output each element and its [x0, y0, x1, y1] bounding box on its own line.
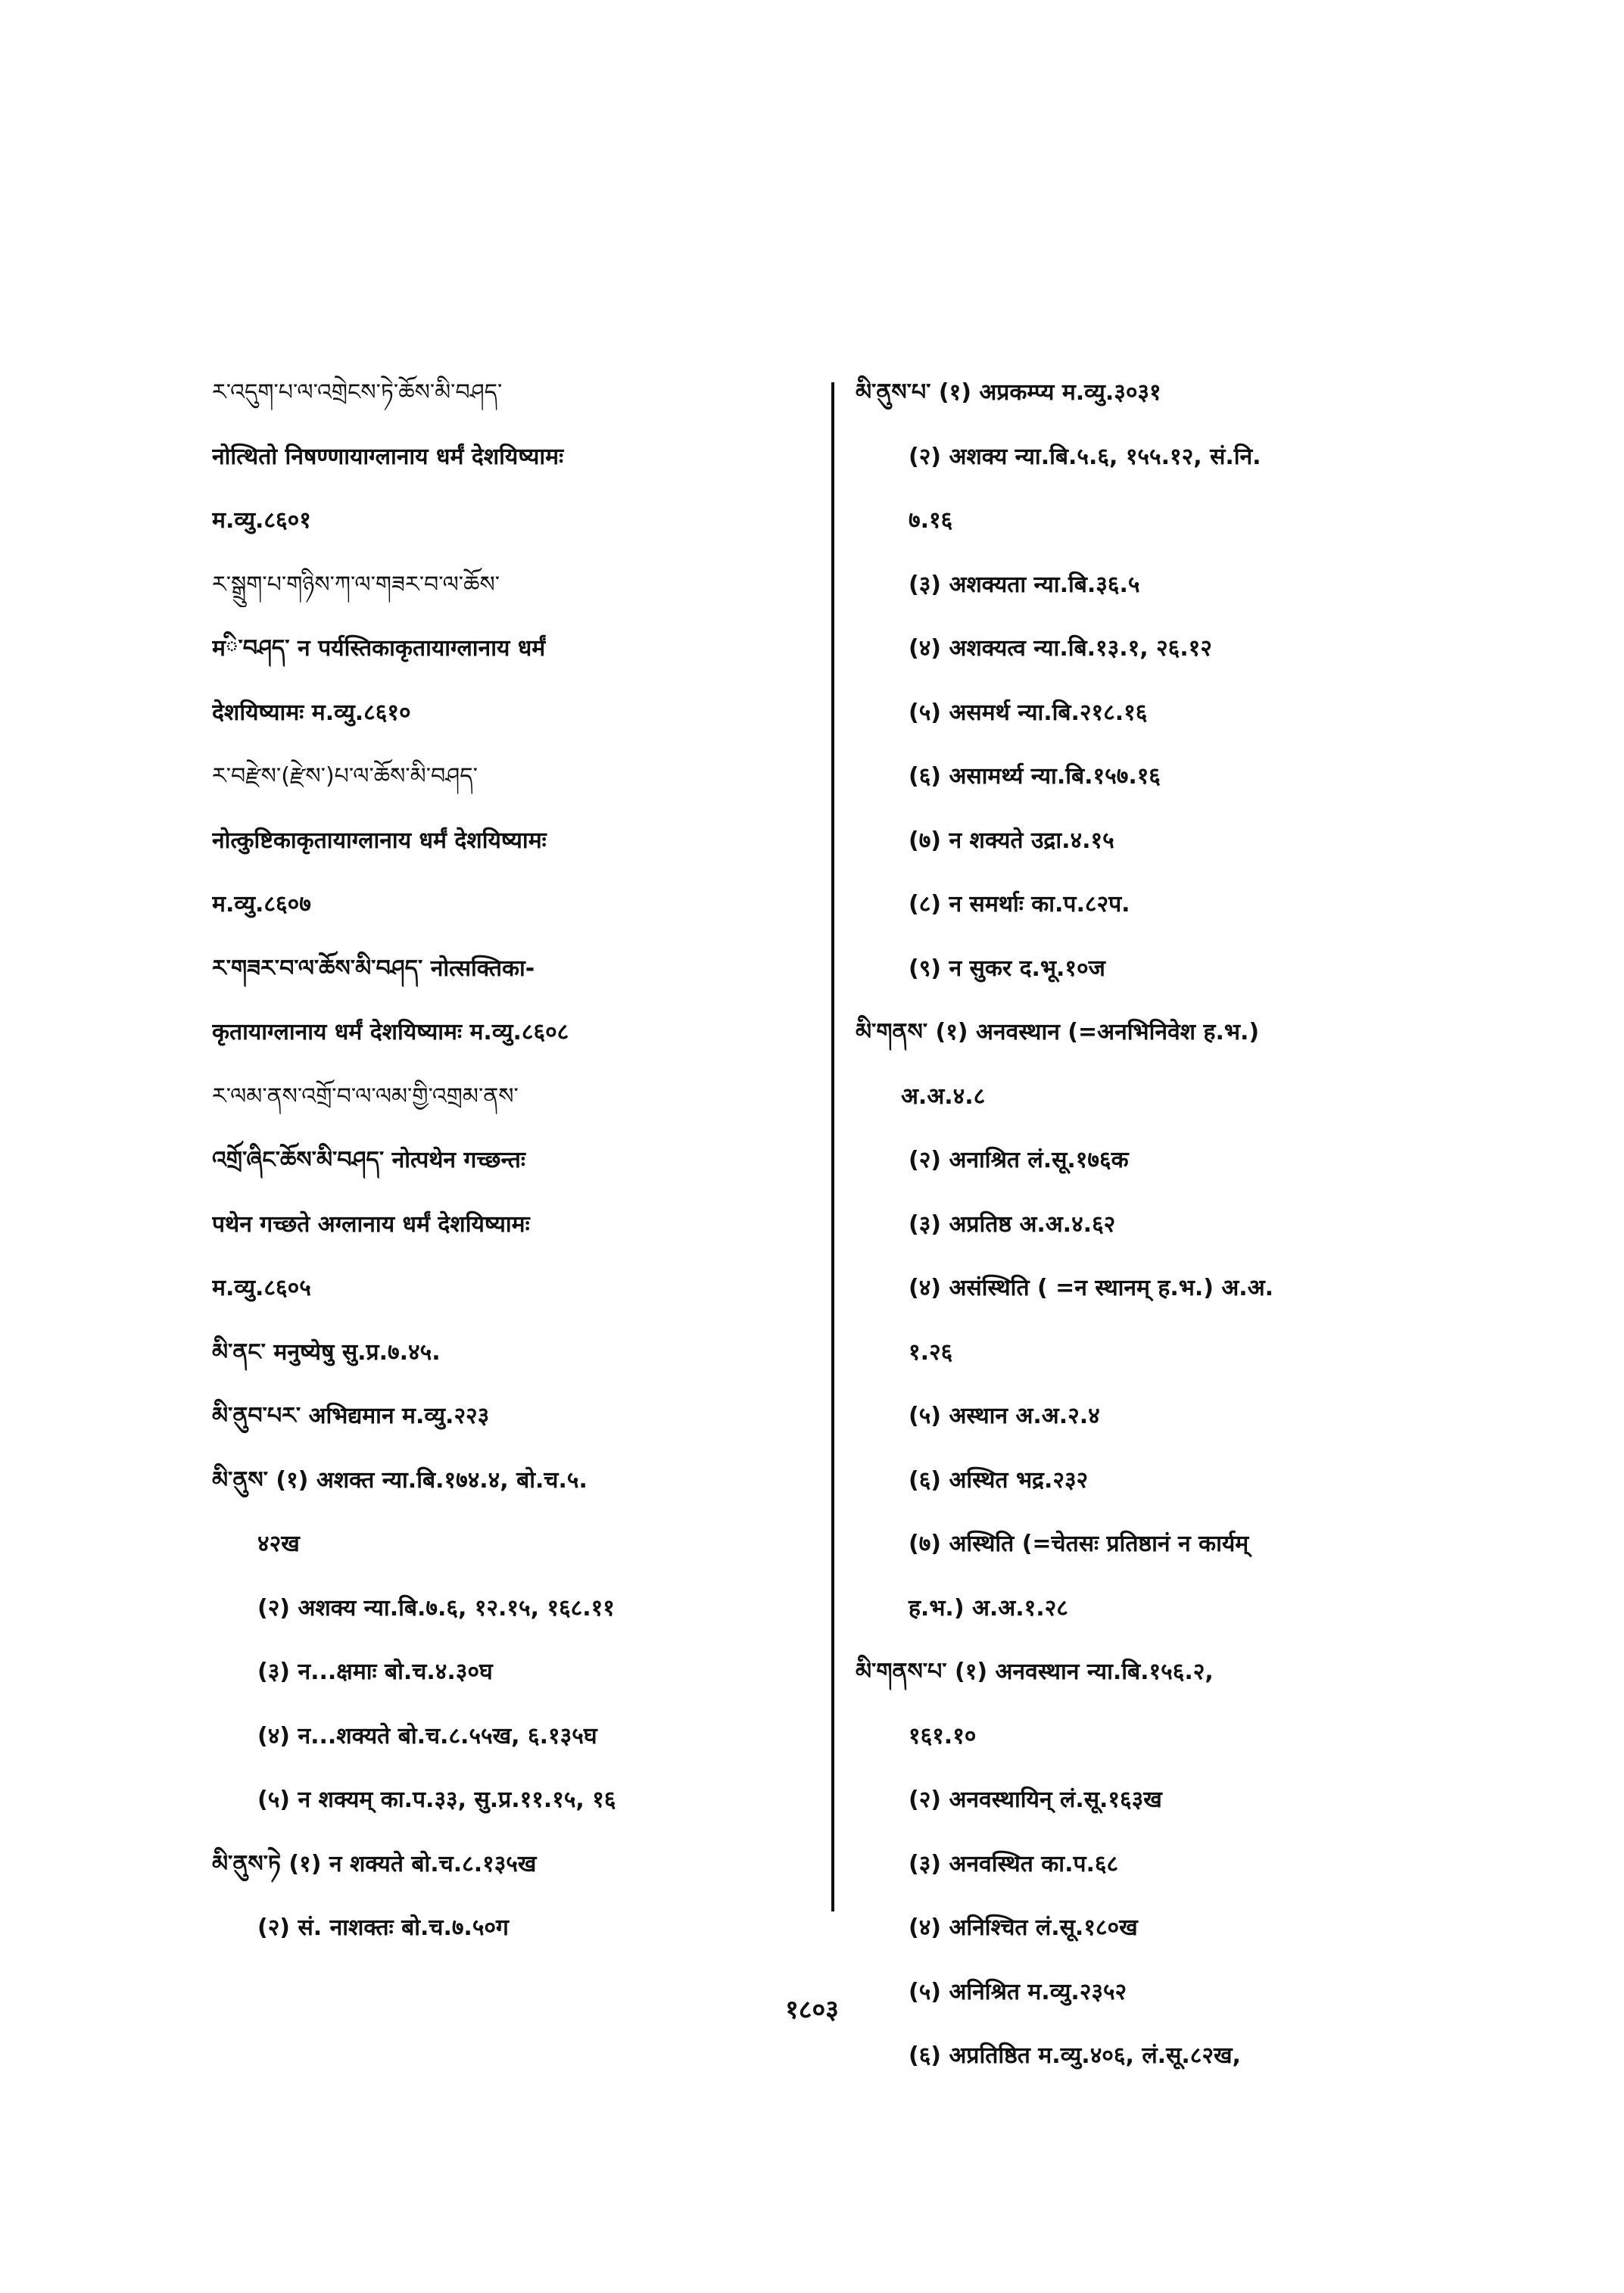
entry-headword-line: མི་ནུས་ (१) अशक्त न्या.बि.१७४.४, बो.च.५. — [212, 1466, 588, 1494]
entry-sense-line: (६) असामर्थ्य न्या.बि.१५७.१६ — [909, 763, 1161, 790]
entry-headword-line: མི་ནུས་ཏེ (१) न शक्यते बो.च.८.१३५ख — [212, 1850, 537, 1877]
entry-headword-tibetan: ར་ལམ་ནས་འགྲོ་བ་ལ་ལམ་གྱི་འགྲམ་ནས་ — [212, 1083, 519, 1110]
entry-sense-line: (३) अनवस्थित का.प.६८ — [909, 1850, 1119, 1877]
entry-reference-line: देशयिष्यामः म.व्यु.८६१० — [212, 699, 411, 726]
entry-sense-line: (२) अनाश्रित लं.सू.१७६क — [909, 1147, 1129, 1173]
entry-headword-line: འགྲོ་ཞིང་ཆོས་མི་བཤད་ नोत्पथेन गच्छन्तः — [212, 1147, 525, 1173]
entry-reference-line: म.व्यु.८६०५ — [212, 1275, 311, 1301]
entry-headword-tibetan: ར་བརྫེས་(རྫེས་)པ་ལ་ཆོས་མི་བཤད་ — [212, 763, 478, 790]
entry-sanskrit-line: पथेन गच्छते अग्लानाय धर्मं देशयिष्यामः — [212, 1210, 530, 1238]
entry-continuation-line: अ.अ.४.८ — [901, 1083, 986, 1110]
entry-sense-line: (२) अनवस्थायिन् लं.सू.१६३ख — [909, 1787, 1162, 1813]
entry-sanskrit-line: कृतायाग्लानाय धर्मं देशयिष्यामः म.व्यु.८६०८ — [212, 1019, 569, 1045]
page-number: १८०३ — [785, 1995, 839, 2025]
entry-continuation-line: ७.१६ — [909, 507, 953, 534]
entry-sense-line: (६) अस्थित भद्र.२३२ — [909, 1466, 1089, 1494]
entry-sense-line: (२) अशक्य न्या.बि.७.६, १२.१५, १६८.११ — [257, 1594, 615, 1622]
left-column — [212, 371, 818, 1971]
entry-headword-line: མི་གནས་པ་ (१) अनवस्थान न्या.बि.१५६.२, — [856, 1659, 1214, 1685]
entry-sense-line: (३) अप्रतिष्ठ अ.अ.४.६२ — [909, 1210, 1116, 1238]
entry-sanskrit-line: नोत्कुष्टिकाकृतायाग्लानाय धर्मं देशयिष्यामः — [212, 827, 547, 854]
entry-headword-line: ར་གཟར་བ་ལ་ཆོས་མི་བཤད་ नोत्सक्तिका- — [212, 955, 535, 982]
entry-sense-line: (७) अस्थिति (=चेतसः प्रतिष्ठानं न कार्यम् — [909, 1531, 1249, 1557]
entry-sense-line: (५) न शक्यम् का.प.३३, सु.प्र.११.१५, १६ — [257, 1787, 616, 1813]
entry-reference-line: म.व्यु.८६०१ — [212, 507, 311, 534]
entry-sense-line: (४) असंस्थिति ( =न स्थानम् ह.भ.) अ.अ. — [909, 1275, 1274, 1301]
entry-headword-tibetan: ར་འདུག་པ་ལ་འགྲེངས་ཏེ་ཆོས་མི་བཤད་ — [212, 379, 503, 406]
entry-sense-line: (४) न...शक्यते बो.च.८.५५ख, ६.१३५घ — [257, 1722, 597, 1749]
entry-sense-line: (७) न शक्यते उद्रा.४.१५ — [909, 827, 1114, 854]
entry-sense-line: (५) अस्थान अ.अ.२.४ — [909, 1403, 1100, 1429]
entry-sense-line: (४) अनिश्चित लं.सू.१८०ख — [909, 1914, 1138, 1941]
entry-sense-line: (३) न...क्षमाः बो.च.४.३०घ — [257, 1659, 493, 1685]
entry-sense-line: (८) न समर्थाः का.प.८२प. — [909, 891, 1130, 918]
right-column — [856, 371, 1507, 2098]
column-divider — [831, 382, 834, 1911]
entry-sanskrit-line: मི་བཤད་ न पर्यस्तिकाकृतायाग्लानाय धर्मं — [212, 635, 546, 662]
entry-continuation-line: १६१.१० — [909, 1722, 977, 1749]
entry-continuation-line: १.२६ — [909, 1338, 953, 1366]
entry-headword-line: མི་ནུས་པ་ (१) अप्रकम्प्य म.व्यु.३०३१ — [856, 379, 1161, 406]
entry-headword-tibetan: ར་སྒྲུག་པ་གཉིས་ཀ་ལ་གཟར་བ་ལ་ཆོས་ — [212, 571, 500, 598]
entry-continuation-line: ह.भ.) अ.अ.१.२८ — [909, 1594, 1068, 1622]
entry-sense-line: (५) अनिश्रित म.व्यु.२३५२ — [909, 1978, 1127, 2005]
entry-sense-line: (३) अशक्यता न्या.बि.३६.५ — [909, 571, 1140, 598]
entry-sanskrit-line: नोत्थितो निषण्णायाग्लानाय धर्मं देशयिष्यामः — [212, 443, 564, 470]
entry-sense-line: (४) अशक्यत्व न्या.बि.१३.१, २६.१२ — [909, 635, 1212, 662]
entry-sense-line: (२) सं. नाशक्तः बो.च.७.५०ग — [257, 1914, 509, 1941]
entry-sense-line: (९) न सुकर द.भू.१०ज — [909, 955, 1105, 982]
entry-sense-line: (२) अशक्य न्या.बि.५.६, १५५.१२, सं.नि. — [909, 443, 1261, 470]
entry-continuation-line: ४२ख — [257, 1531, 300, 1557]
entry-headword-line: མི་ནུབ་པར་ अभिद्यमान म.व्यु.२२३ — [212, 1403, 490, 1429]
entry-headword-line: མི་ནང་ मनुष्येषु सु.प्र.७.४५. — [212, 1338, 441, 1366]
entry-reference-line: म.व्यु.८६०७ — [212, 891, 311, 918]
entry-headword-line: མི་གནས་ (१) अनवस्थान (=अनभिनिवेश ह.भ.) — [856, 1019, 1260, 1045]
entry-sense-line: (५) असमर्थ न्या.बि.२१८.१६ — [909, 699, 1148, 726]
entry-sense-line: (६) अप्रतिष्ठित म.व्यु.४०६, लं.सू.८२ख, — [909, 2042, 1241, 2069]
